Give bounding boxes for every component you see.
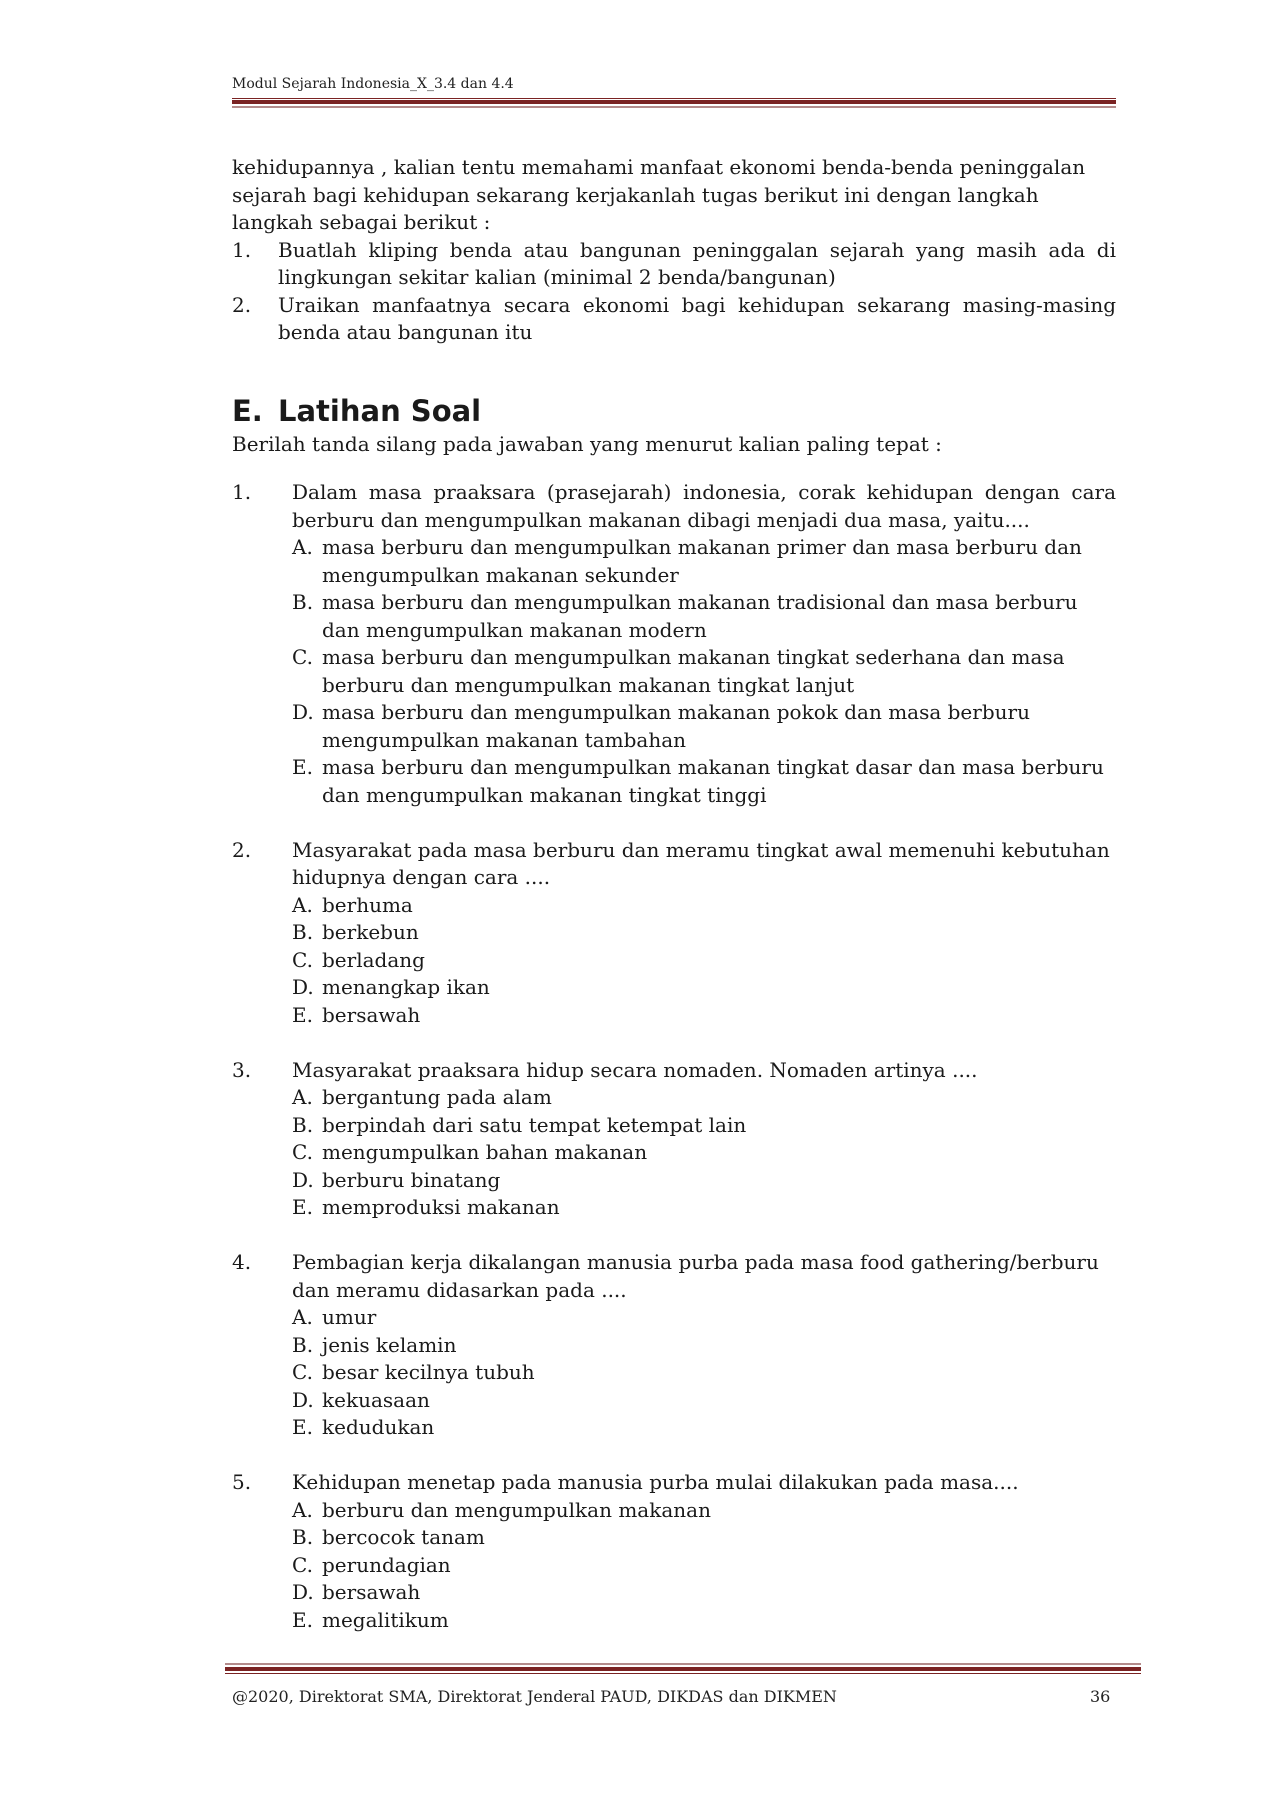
- footer-rule-thin: [225, 1673, 1141, 1674]
- option-label: C.: [292, 1360, 313, 1384]
- option-text: masa berburu dan mengumpulkan makanan tingkat sederhana dan masa berburu dan mengumpulkan makanan tingkat lanjut: [322, 645, 1065, 697]
- option-label: D.: [292, 1387, 314, 1412]
- option-label: C.: [292, 947, 313, 972]
- option-text: berladang: [322, 947, 425, 972]
- task-text: Uraikan manfaatnya secara ekonomi bagi kehidupan sekarang masing-masing benda atau bangunan itu: [278, 292, 1116, 344]
- question-text: Masyarakat praaksara hidup secara nomaden. Nomaden artinya ....: [292, 1057, 978, 1082]
- question-number: 1.: [232, 480, 252, 504]
- option-text: kedudukan: [322, 1415, 435, 1439]
- section-heading: [232, 394, 481, 428]
- option-label: B.: [292, 1112, 314, 1137]
- option-label: A.: [292, 1085, 313, 1109]
- option-item[interactable]: [292, 1332, 1116, 1360]
- option-item[interactable]: [292, 1579, 1116, 1607]
- section-letter: E.: [232, 394, 263, 428]
- question-number: 2.: [232, 837, 252, 862]
- question-text: Dalam masa praaksara (prasejarah) indonesia, corak kehidupan dengan cara berburu dan mengumpulkan makanan dibagi menjadi dua masa, yaitu....: [292, 480, 1116, 532]
- option-item[interactable]: [292, 1359, 1116, 1387]
- option-text: berkebun: [322, 920, 419, 944]
- option-text: mengumpulkan bahan makanan: [322, 1140, 648, 1164]
- option-label: C.: [292, 645, 313, 669]
- option-label: E.: [292, 1002, 313, 1027]
- option-item[interactable]: [292, 892, 1116, 920]
- question-item: [232, 1057, 1116, 1222]
- question-list: [232, 479, 1116, 1634]
- option-text: masa berburu dan mengumpulkan makanan tradisional dan masa berburu dan mengumpulkan makanan modern: [322, 590, 1078, 642]
- question-text: Pembagian kerja dikalangan manusia purba pada masa food gathering/berburu dan meramu didasarkan pada ....: [292, 1250, 1099, 1302]
- option-list: [292, 534, 1116, 809]
- option-item[interactable]: [292, 754, 1116, 809]
- option-text: bergantung pada alam: [322, 1085, 552, 1109]
- option-item[interactable]: [292, 1387, 1116, 1415]
- option-item[interactable]: [292, 947, 1116, 975]
- option-item[interactable]: [292, 1607, 1116, 1635]
- task-number: 1.: [232, 237, 252, 262]
- header-rule-thin: [232, 98, 1116, 99]
- task-number: 2.: [232, 292, 252, 317]
- option-text: berhuma: [322, 892, 413, 917]
- header-rule-thick: [232, 100, 1116, 104]
- option-label: B.: [292, 1525, 314, 1549]
- task-item: [232, 237, 1116, 292]
- header-rule-light: [232, 106, 1116, 108]
- option-item[interactable]: [292, 1497, 1116, 1525]
- option-text: besar kecilnya tubuh: [322, 1360, 535, 1384]
- option-label: B.: [292, 920, 314, 944]
- question-text: Masyarakat pada masa berburu dan meramu tingkat awal memenuhi kebutuhan hidupnya dengan cara ....: [292, 837, 1110, 889]
- option-item[interactable]: [292, 1304, 1116, 1332]
- option-text: umur: [322, 1305, 377, 1329]
- question-item: [232, 1249, 1116, 1442]
- option-text: perundagian: [322, 1552, 451, 1577]
- option-label: E.: [292, 755, 313, 779]
- option-text: megalitikum: [322, 1607, 449, 1632]
- option-list: [292, 1084, 1116, 1222]
- option-label: E.: [292, 1195, 313, 1219]
- option-label: E.: [292, 1415, 313, 1439]
- task-list: [232, 237, 1116, 347]
- intro-section: [232, 154, 1116, 347]
- section-title: Latihan Soal: [278, 394, 482, 428]
- option-label: D.: [292, 975, 314, 999]
- option-text: jenis kelamin: [322, 1332, 457, 1357]
- question-item: [232, 837, 1116, 1030]
- question-text: Kehidupan menetap pada manusia purba mulai dilakukan pada masa....: [292, 1470, 1019, 1494]
- option-item[interactable]: [292, 1112, 1116, 1140]
- option-text: berburu binatang: [322, 1167, 501, 1192]
- option-text: berpindah dari satu tempat ketempat lain: [322, 1112, 747, 1137]
- option-item[interactable]: [292, 1167, 1116, 1195]
- option-item[interactable]: [292, 1084, 1116, 1112]
- option-item[interactable]: [292, 644, 1116, 699]
- intro-paragraph: kehidupannya , kalian tentu memahami manfaat ekonomi benda-benda peninggalan sejarah bagi kehidupan sekarang kerjakanlah tugas berikut ini dengan langkah langkah sebagai berikut :: [232, 155, 1086, 234]
- option-label: D.: [292, 1167, 314, 1192]
- option-label: C.: [292, 1552, 313, 1577]
- option-item[interactable]: [292, 589, 1116, 644]
- section-instruction: Berilah tanda silang pada jawaban yang menurut kalian paling tepat :: [232, 432, 942, 456]
- option-item[interactable]: [292, 919, 1116, 947]
- option-text: berburu dan mengumpulkan makanan: [322, 1497, 711, 1522]
- question-item: [232, 479, 1116, 809]
- option-item[interactable]: [292, 1002, 1116, 1030]
- header-title: Modul Sejarah Indonesia_X_3.4 dan 4.4: [232, 76, 514, 92]
- option-text: bersawah: [322, 1002, 421, 1027]
- page-number: 36: [1090, 1687, 1111, 1706]
- option-item[interactable]: [292, 1524, 1116, 1552]
- question-number: 5.: [232, 1470, 252, 1494]
- option-item[interactable]: [292, 1139, 1116, 1167]
- option-item[interactable]: [292, 699, 1116, 754]
- option-label: D.: [292, 700, 314, 724]
- option-text: memproduksi makanan: [322, 1195, 560, 1219]
- option-label: C.: [292, 1140, 313, 1164]
- option-list: [292, 892, 1116, 1030]
- task-text: Buatlah kliping benda atau bangunan peninggalan sejarah yang masih ada di lingkungan sekitar kalian (minimal 2 benda/bangunan): [278, 237, 1116, 289]
- option-item[interactable]: [292, 534, 1116, 589]
- option-text: masa berburu dan mengumpulkan makanan primer dan masa berburu dan mengumpulkan makanan sekunder: [322, 535, 1082, 587]
- option-item[interactable]: [292, 1194, 1116, 1222]
- option-label: A.: [292, 1305, 313, 1329]
- option-text: menangkap ikan: [322, 975, 490, 999]
- option-list: [292, 1304, 1116, 1442]
- option-label: E.: [292, 1607, 313, 1632]
- option-text: bercocok tanam: [322, 1525, 485, 1549]
- task-item: [232, 292, 1116, 347]
- option-item[interactable]: [292, 1552, 1116, 1580]
- option-text: bersawah: [322, 1580, 421, 1604]
- option-item[interactable]: [292, 974, 1116, 1002]
- footer-rule-thick: [225, 1667, 1141, 1671]
- footer-rule-light: [225, 1663, 1141, 1665]
- question-number: 3.: [232, 1057, 252, 1082]
- option-label: A.: [292, 535, 313, 559]
- option-label: B.: [292, 590, 314, 614]
- option-text: kekuasaan: [322, 1387, 430, 1412]
- option-label: B.: [292, 1332, 314, 1357]
- option-label: A.: [292, 1497, 313, 1522]
- option-label: D.: [292, 1580, 314, 1604]
- question-number: 4.: [232, 1250, 252, 1274]
- option-text: masa berburu dan mengumpulkan makanan pokok dan masa berburu mengumpulkan makanan tambahan: [322, 700, 1030, 752]
- option-item[interactable]: [292, 1414, 1116, 1442]
- option-list: [292, 1497, 1116, 1635]
- option-text: masa berburu dan mengumpulkan makanan tingkat dasar dan masa berburu dan mengumpulkan makanan tingkat tinggi: [322, 755, 1104, 807]
- footer-copyright: @2020, Direktorat SMA, Direktorat Jenderal PAUD, DIKDAS dan DIKMEN: [232, 1687, 837, 1706]
- question-item: [232, 1469, 1116, 1634]
- option-label: A.: [292, 892, 313, 917]
